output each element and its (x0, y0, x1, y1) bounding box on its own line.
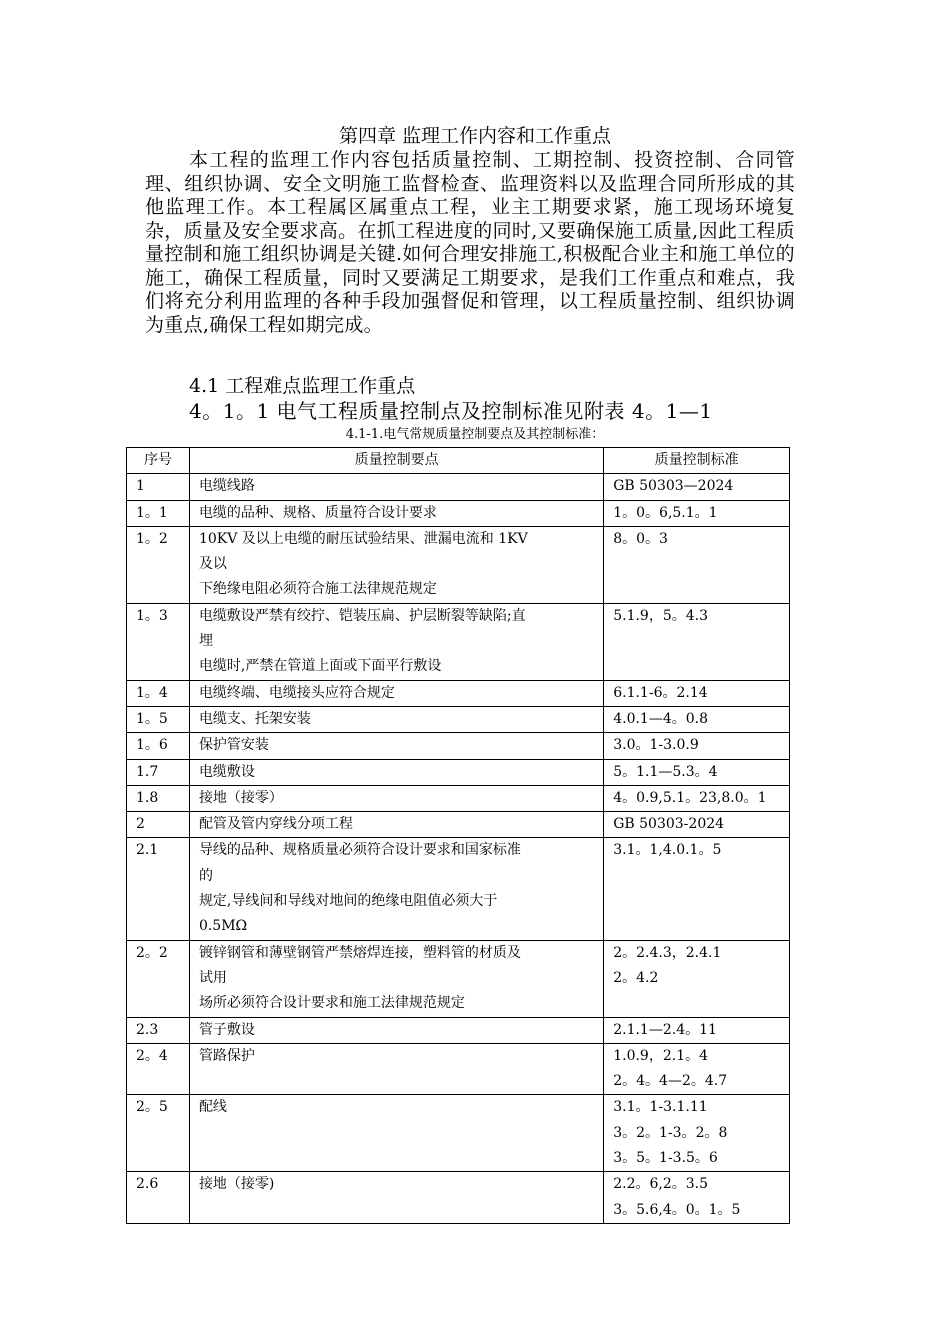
cell-line: 配线 (198, 1099, 227, 1116)
cell-no: 1。2 (127, 526, 190, 603)
cell-line: 接地（接零) (198, 1176, 275, 1193)
cell-no: 2.3 (127, 1017, 190, 1043)
cell-point (189, 733, 603, 759)
cell-line: 3.1。1,4.0.1。5 (613, 842, 722, 859)
cell-no: 2.1 (127, 838, 190, 940)
cell-point (189, 474, 603, 500)
cell-point (189, 1172, 603, 1224)
cell-line: 的 (198, 867, 213, 884)
cell-line: GB 50303—2024 (613, 478, 734, 495)
cell-no: 1.8 (127, 785, 190, 811)
cell-standard (604, 812, 790, 838)
cell-line: 4。0.9,5.1。23,8.0。1 (613, 789, 767, 806)
cell-line: 场所必须符合设计要求和施工法律规范规定 (198, 995, 465, 1012)
cell-standard (604, 838, 790, 940)
table-caption: 4.1-1.电气常规质量控制要点及其控制标准： (345, 427, 605, 442)
cell-line: 4.0.1—4。0.8 (613, 710, 709, 727)
table-row (127, 1017, 790, 1043)
table-row (127, 474, 790, 500)
cell-line: 5.1.9，5。4.3 (613, 607, 709, 624)
cell-point (189, 940, 603, 1017)
cell-point (189, 1095, 603, 1172)
cell-line: 下绝缘电阻必须符合施工法律规范规定 (198, 581, 437, 598)
table-row (127, 838, 790, 940)
table-row (127, 603, 790, 680)
cell-standard (604, 680, 790, 706)
intro-paragraph: 本工程的监理工作内容包括质量控制、工期控制、投资控制、合同管理、组织协调、安全文明施工监督检查、监理资料以及监理合同所形成的其他监理工作。本工程属区属重点工程，业主工期要求紧，施工现场环境复杂，质量及安全要求高。在抓工程进度的同时,又要确保施工质量,因此工程质量控制和施工组织协调是关键.如何合理安排施工,积极配合业主和施工单位的施工，确保工程质量，同时又要满足工期要求，是我们工作重点和难点，我们将充分利用监理的各种手段加强督促和管理，以工程质量控制、组织协调为重点,确保工程如期完成。 (145, 149, 795, 336)
table-header-row (127, 448, 790, 474)
cell-line: 导线的品种、规格质量必须符合设计要求和国家标准 (198, 842, 521, 859)
cell-line: 电缆敷设 (198, 763, 255, 780)
cell-line: 及以 (198, 556, 227, 573)
cell-point (189, 526, 603, 603)
cell-standard (604, 940, 790, 1017)
cell-no: 2。4 (127, 1043, 190, 1095)
table-row (127, 1172, 790, 1224)
cell-line: 1.0.9，2.1。4 (613, 1047, 709, 1064)
cell-line: 6.1.1-6。2.14 (613, 684, 708, 701)
table-row (127, 706, 790, 732)
cell-point (189, 500, 603, 526)
table-row (127, 785, 790, 811)
table-row (127, 500, 790, 526)
cell-standard (604, 733, 790, 759)
cell-standard (604, 526, 790, 603)
cell-standard (604, 706, 790, 732)
cell-line: 0.5MΩ (198, 918, 248, 935)
cell-no: 1。6 (127, 733, 190, 759)
cell-line: 8。0。3 (613, 530, 668, 547)
cell-standard (604, 474, 790, 500)
cell-standard (604, 603, 790, 680)
table-row (127, 680, 790, 706)
cell-line: 2。4.2 (613, 969, 659, 986)
cell-line: 1。0。6,5.1。1 (613, 504, 718, 521)
cell-line: 埋 (198, 633, 213, 650)
cell-line: 2。4。4—2。4.7 (613, 1073, 728, 1090)
cell-line: 规定,导线间和导线对地间的绝缘电阻值必须大于 (198, 893, 498, 910)
cell-standard (604, 1172, 790, 1224)
table-row (127, 526, 790, 603)
quality-control-table (126, 447, 790, 1224)
cell-line: 2.2。6,2。3.5 (613, 1176, 709, 1193)
cell-line: 保护管安装 (198, 737, 269, 754)
cell-line: 2.1.1—2.4。11 (613, 1021, 717, 1038)
cell-no: 2 (127, 812, 190, 838)
cell-no: 1。3 (127, 603, 190, 680)
cell-line: 3。5。1-3.5。6 (613, 1150, 718, 1167)
table-row (127, 812, 790, 838)
cell-line: 电缆终端、电缆接头应符合规定 (198, 684, 395, 701)
cell-point (189, 812, 603, 838)
cell-line: GB 50303-2024 (613, 816, 725, 833)
cell-line: 10KV 及以上电缆的耐压试验结果、泄漏电流和 1KV (198, 530, 528, 547)
cell-standard (604, 1017, 790, 1043)
cell-line: 3.1。1-3.1.11 (613, 1099, 708, 1116)
chapter-title: 第四章 监理工作内容和工作重点 (338, 125, 612, 147)
table-row (127, 759, 790, 785)
cell-point (189, 759, 603, 785)
cell-line: 试用 (198, 969, 227, 986)
cell-standard (604, 1095, 790, 1172)
subsection-heading: 4。1。1 电气工程质量控制点及控制标准见附表 4。1—1 (189, 399, 713, 423)
table-body (127, 474, 790, 1224)
cell-point (189, 1043, 603, 1095)
cell-line: 接地（接零） (198, 789, 283, 806)
cell-line: 3。5.6,4。0。1。5 (613, 1201, 741, 1218)
cell-standard (604, 759, 790, 785)
cell-standard (604, 500, 790, 526)
cell-point (189, 785, 603, 811)
cell-point (189, 1017, 603, 1043)
cell-standard (604, 785, 790, 811)
cell-line: 5。1.1—5.3。4 (613, 763, 718, 780)
cell-line: 管子敷设 (198, 1021, 255, 1038)
cell-standard (604, 1043, 790, 1095)
cell-point (189, 706, 603, 732)
header-point: 质量控制要点 (189, 448, 603, 474)
cell-line: 电缆敷设严禁有绞拧、铠装压扁、护层断裂等缺陷;直 (198, 607, 526, 624)
table-row (127, 1043, 790, 1095)
cell-line: 电缆的品种、规格、质量符合设计要求 (198, 504, 437, 521)
cell-line: 镀锌钢管和薄壁钢管严禁熔焊连接，塑料管的材质及 (198, 944, 521, 961)
cell-no: 1.7 (127, 759, 190, 785)
cell-line: 2。2.4.3，2.4.1 (613, 944, 722, 961)
cell-no: 1。1 (127, 500, 190, 526)
cell-line: 配管及管内穿线分项工程 (198, 816, 353, 833)
cell-no: 2.6 (127, 1172, 190, 1224)
cell-no: 2。2 (127, 940, 190, 1017)
header-no: 序号 (127, 448, 190, 474)
cell-no: 1。4 (127, 680, 190, 706)
cell-line: 管路保护 (198, 1047, 255, 1064)
cell-point (189, 603, 603, 680)
table-row (127, 733, 790, 759)
section-heading: 4.1 工程难点监理工作重点 (189, 375, 416, 397)
cell-no: 2。5 (127, 1095, 190, 1172)
cell-point (189, 680, 603, 706)
cell-point (189, 838, 603, 940)
cell-no: 1 (127, 474, 190, 500)
table-row (127, 1095, 790, 1172)
header-standard: 质量控制标准 (604, 448, 790, 474)
cell-line: 电缆支、托架安装 (198, 710, 311, 727)
table-row (127, 940, 790, 1017)
cell-line: 电缆时,严禁在管道上面或下面平行敷设 (198, 658, 442, 675)
cell-line: 3.0。1-3.0.9 (613, 737, 699, 754)
cell-no: 1。5 (127, 706, 190, 732)
cell-line: 3。2。1-3。2。8 (613, 1124, 728, 1141)
cell-line: 电缆线路 (198, 478, 255, 495)
